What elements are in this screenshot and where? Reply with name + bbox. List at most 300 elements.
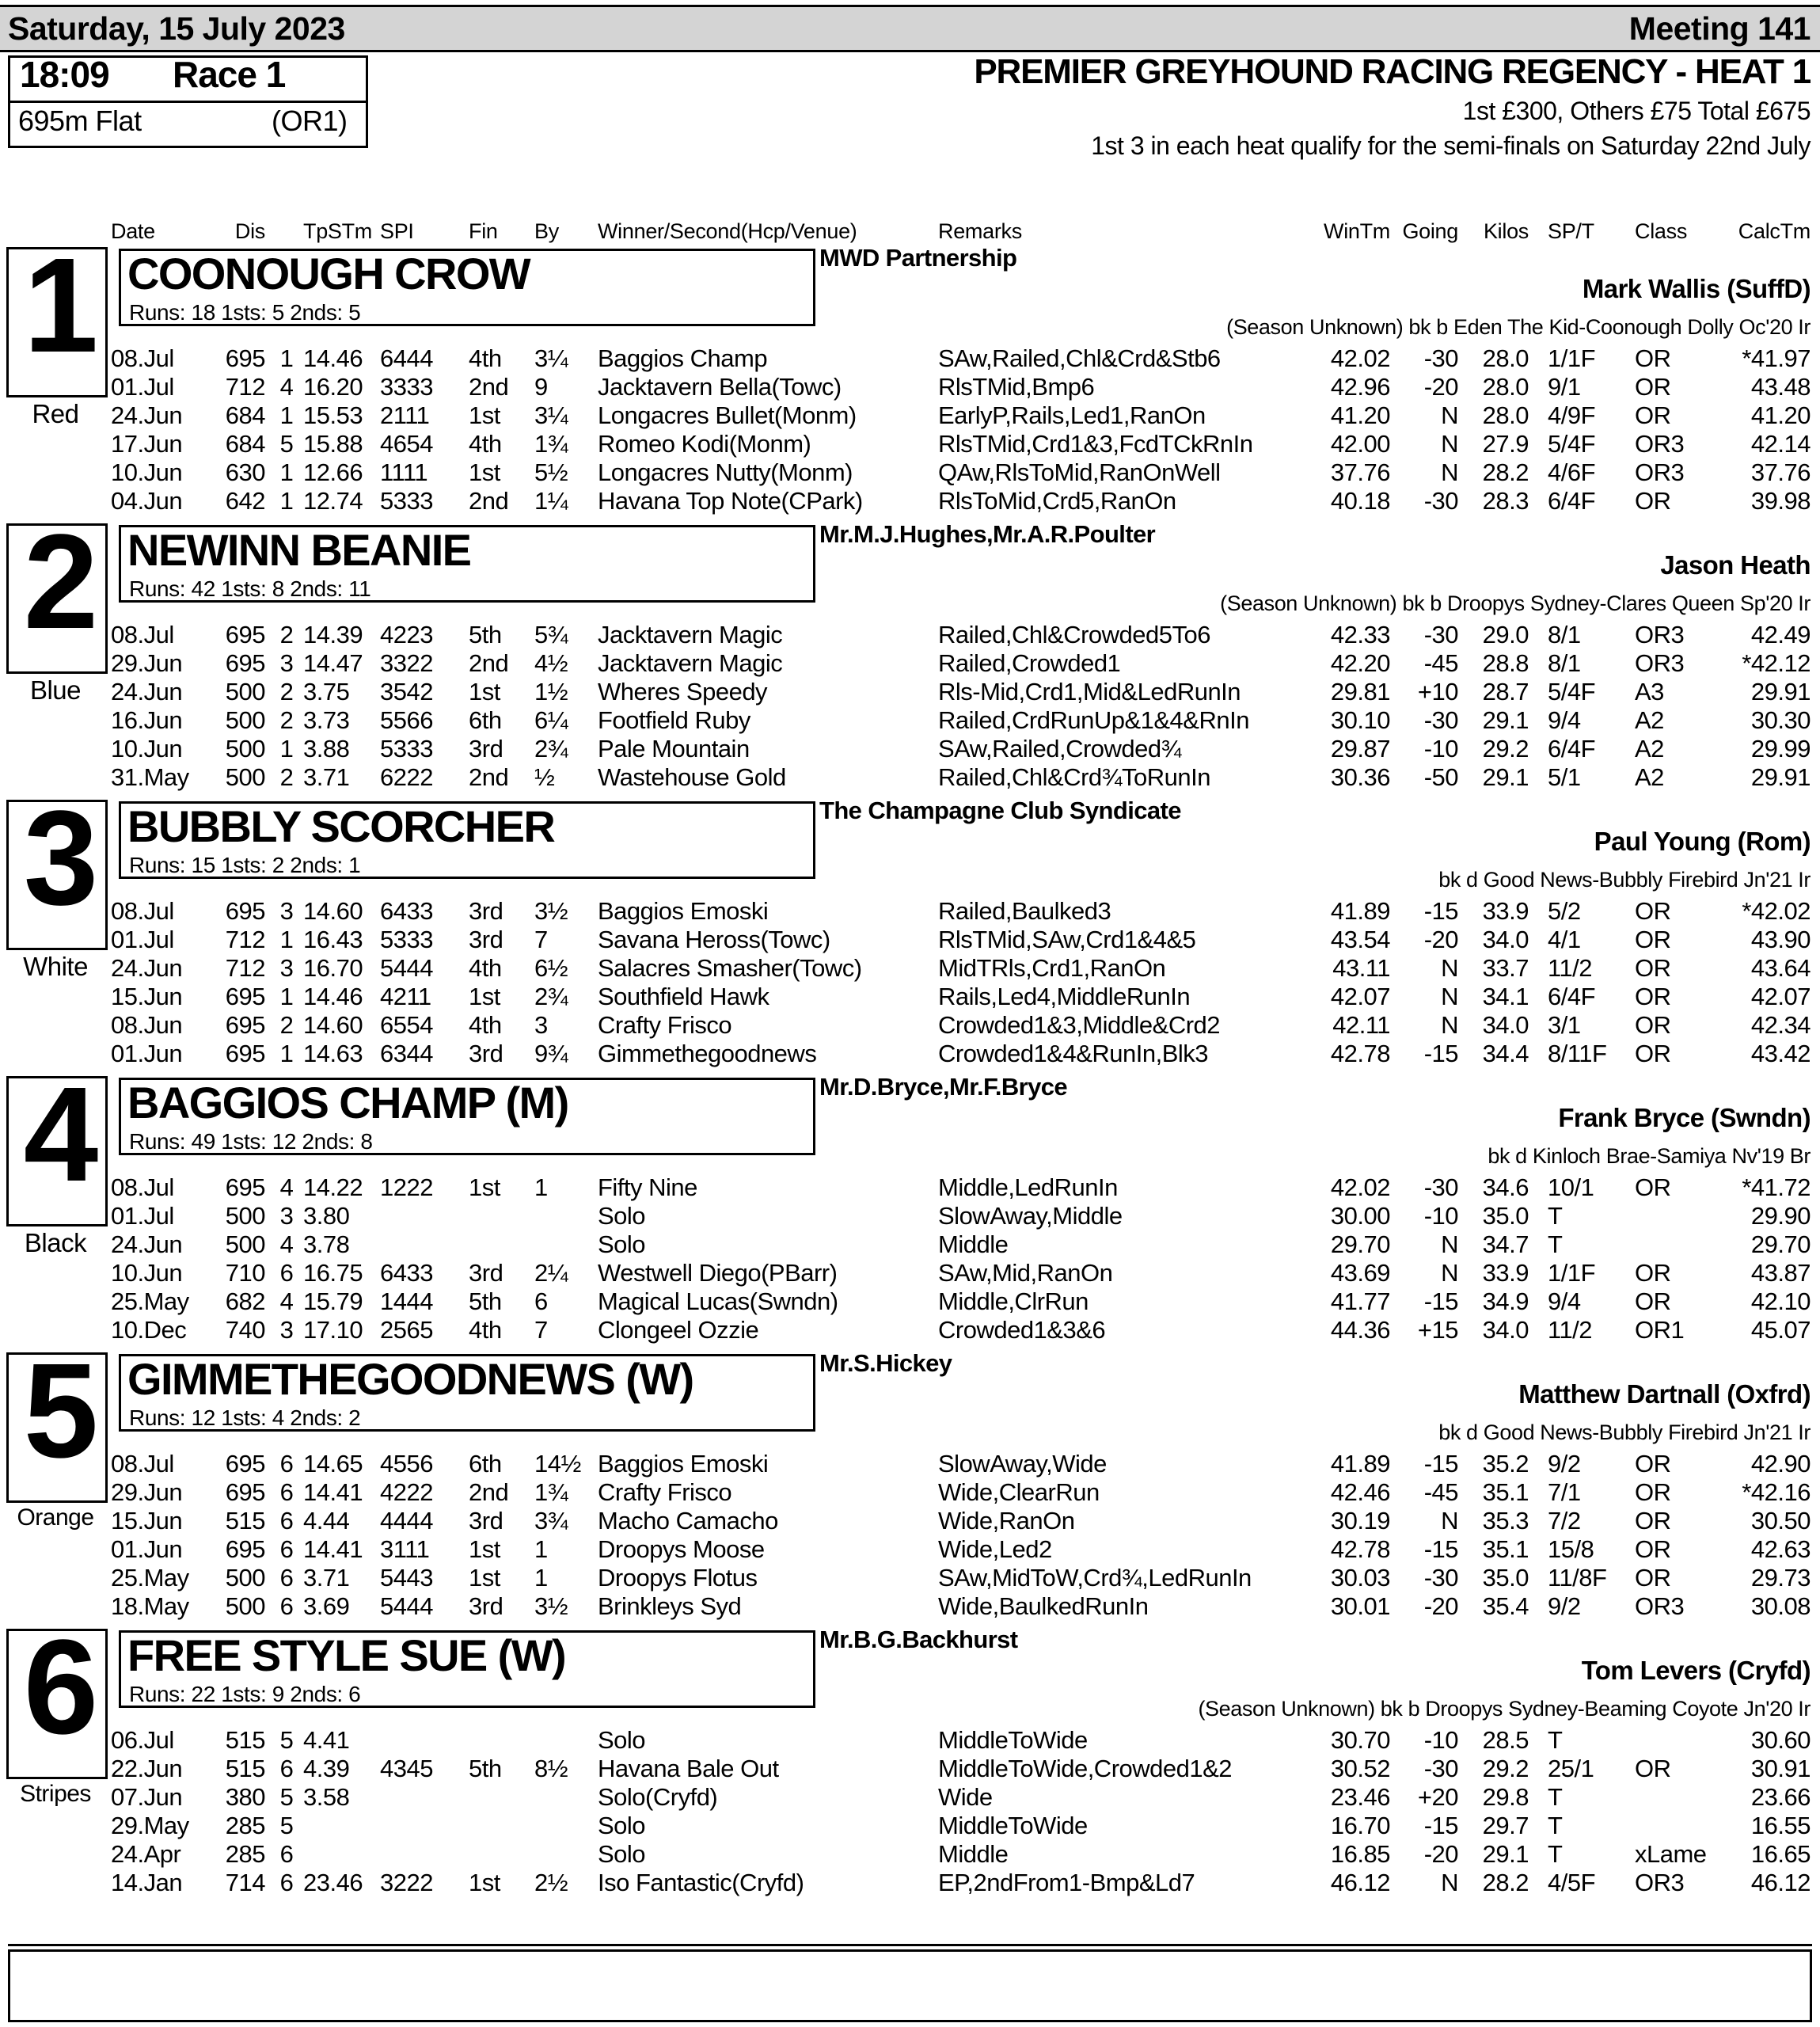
form-cell-tp: 4 <box>279 1230 294 1258</box>
form-cell-fin: 4th <box>469 1011 502 1039</box>
form-cell-spi: 4444 <box>380 1507 433 1535</box>
form-cell-remarks: RlsTMid,Crd1&3,FcdTCkRnIn <box>938 430 1253 458</box>
form-cell-fin: 3rd <box>469 735 503 763</box>
form-cell-wintm: 40.18 <box>1330 487 1390 515</box>
form-cell-tp: 5 <box>279 430 294 458</box>
form-cell-stm: 16.75 <box>303 1259 363 1287</box>
form-cell-winner: Southfield Hawk <box>598 983 769 1010</box>
form-cell-class: A3 <box>1635 678 1664 705</box>
form-cell-remarks: Wide,BaulkedRunIn <box>938 1592 1149 1620</box>
form-cell-dis: 500 <box>225 706 265 734</box>
dog-trainer: Frank Bryce (Swndn) <box>1558 1103 1811 1132</box>
form-cell-winner: Solo <box>598 1202 646 1230</box>
col-header-kilos: Kilos <box>1483 219 1529 243</box>
form-cell-winner: Longacres Bullet(Monm) <box>598 401 857 429</box>
form-cell-sp: 5/4F <box>1548 678 1596 705</box>
form-cell-going: -15 <box>1423 1040 1458 1067</box>
form-cell-date: 10.Jun <box>111 735 183 763</box>
form-line <box>0 735 1820 763</box>
form-line <box>0 1783 1820 1812</box>
form-cell-stm: 17.10 <box>303 1316 363 1344</box>
form-line <box>0 458 1820 487</box>
form-cell-sp: 8/1 <box>1548 621 1581 648</box>
form-cell-calctm: 30.91 <box>1750 1755 1811 1782</box>
form-cell-going: N <box>1441 430 1458 458</box>
form-cell-spi: 5333 <box>380 926 433 953</box>
form-cell-by: 5½ <box>534 458 568 486</box>
form-cell-wintm: 41.20 <box>1330 401 1390 429</box>
form-line <box>0 678 1820 706</box>
form-cell-winner: Footfield Ruby <box>598 706 750 734</box>
form-cell-wintm: 42.78 <box>1330 1535 1390 1563</box>
form-cell-calctm: *41.72 <box>1742 1173 1811 1201</box>
form-cell-calctm: 43.90 <box>1750 926 1811 953</box>
form-cell-spi: 6444 <box>380 344 433 372</box>
form-cell-fin: 2nd <box>469 487 509 515</box>
form-cell-going: N <box>1441 954 1458 982</box>
form-cell-going: N <box>1441 1869 1458 1896</box>
form-cell-sp: 15/8 <box>1548 1535 1594 1563</box>
trap-number: 2 <box>23 507 96 657</box>
race-number: Race 1 <box>173 54 286 95</box>
form-cell-stm: 14.39 <box>303 621 363 648</box>
form-cell-by: 2¾ <box>534 983 568 1010</box>
form-cell-dis: 630 <box>225 458 265 486</box>
form-cell-spi: 6433 <box>380 1259 433 1287</box>
form-cell-tp: 4 <box>279 1287 294 1315</box>
form-cell-spi: 3322 <box>380 649 433 677</box>
form-line <box>0 487 1820 515</box>
form-cell-dis: 695 <box>225 1450 265 1477</box>
form-cell-calctm: 16.55 <box>1750 1812 1811 1839</box>
form-cell-kilos: 28.8 <box>1482 649 1529 677</box>
form-cell-date: 18.May <box>111 1592 189 1620</box>
form-cell-calctm: 42.07 <box>1750 983 1811 1010</box>
form-cell-winner: Baggios Emoski <box>598 1450 769 1477</box>
form-cell-wintm: 41.89 <box>1330 1450 1390 1477</box>
form-cell-kilos: 29.0 <box>1482 621 1529 648</box>
form-cell-fin: 4th <box>469 344 502 372</box>
form-cell-sp: 1/1F <box>1548 344 1596 372</box>
form-cell-sp: 7/2 <box>1548 1507 1581 1535</box>
form-cell-fin: 1st <box>469 401 500 429</box>
form-cell-calctm: *42.12 <box>1742 649 1811 677</box>
form-cell-fin: 1st <box>469 983 500 1010</box>
form-cell-kilos: 29.2 <box>1482 735 1529 763</box>
dog-name-box[interactable] <box>119 525 815 603</box>
form-cell-by: 7 <box>534 1316 548 1344</box>
form-cell-class: OR3 <box>1635 430 1685 458</box>
dog-name-box[interactable] <box>119 801 815 879</box>
form-cell-dis: 695 <box>225 983 265 1010</box>
form-cell-kilos: 29.1 <box>1482 763 1529 791</box>
form-cell-wintm: 30.03 <box>1330 1564 1390 1592</box>
form-cell-calctm: 42.49 <box>1750 621 1811 648</box>
dog-name-box[interactable] <box>119 1630 815 1708</box>
col-header-fin: Fin <box>469 219 498 243</box>
form-line <box>0 1040 1820 1068</box>
form-cell-spi: 5566 <box>380 706 433 734</box>
form-cell-remarks: Wide,ClearRun <box>938 1478 1100 1506</box>
form-cell-wintm: 43.11 <box>1332 954 1390 982</box>
form-cell-remarks: Railed,Crowded1 <box>938 649 1121 677</box>
form-cell-dis: 684 <box>225 430 265 458</box>
form-line <box>0 1564 1820 1592</box>
form-line <box>0 1755 1820 1783</box>
form-cell-wintm: 42.02 <box>1330 344 1390 372</box>
form-line <box>0 1726 1820 1755</box>
form-cell-remarks: SAw,MidToW,Crd¾,LedRunIn <box>938 1564 1252 1592</box>
form-cell-sp: 4/9F <box>1548 401 1596 429</box>
form-cell-spi: 5444 <box>380 954 433 982</box>
form-cell-dis: 712 <box>225 954 265 982</box>
form-cell-going: +20 <box>1417 1783 1458 1811</box>
form-cell-tp: 1 <box>279 344 294 372</box>
race-qualification-note: 1st 3 in each heat qualify for the semi-finals on Saturday 22nd July <box>1091 131 1811 160</box>
form-cell-date: 15.Jun <box>111 983 183 1010</box>
form-cell-winner: Wheres Speedy <box>598 678 768 705</box>
form-cell-date: 01.Jul <box>111 1202 174 1230</box>
form-cell-tp: 1 <box>279 401 294 429</box>
form-cell-sp: T <box>1548 1783 1563 1811</box>
form-line <box>0 1011 1820 1040</box>
form-cell-fin: 3rd <box>469 1259 503 1287</box>
form-cell-stm: 15.88 <box>303 430 363 458</box>
form-cell-class: OR <box>1635 926 1671 953</box>
form-cell-kilos: 28.2 <box>1482 458 1529 486</box>
form-cell-dis: 695 <box>225 1535 265 1563</box>
form-cell-fin: 1st <box>469 678 500 705</box>
form-cell-fin: 2nd <box>469 649 509 677</box>
form-cell-remarks: Crowded1&4&RunIn,Blk3 <box>938 1040 1209 1067</box>
form-cell-date: 01.Jun <box>111 1040 183 1067</box>
form-cell-remarks: MiddleToWide,Crowded1&2 <box>938 1755 1233 1782</box>
form-cell-spi: 5444 <box>380 1592 433 1620</box>
form-cell-going: +15 <box>1417 1316 1458 1344</box>
dog-name: BAGGIOS CHAMP (M) <box>127 1078 568 1128</box>
form-cell-kilos: 35.2 <box>1482 1450 1529 1477</box>
form-cell-sp: 11/8F <box>1548 1564 1607 1592</box>
form-cell-fin: 2nd <box>469 373 509 401</box>
trap-colour-label: Black <box>24 1228 87 1257</box>
form-cell-tp: 2 <box>279 621 294 648</box>
form-cell-wintm: 42.07 <box>1330 983 1390 1010</box>
form-cell-sp: 8/1 <box>1548 649 1581 677</box>
form-cell-wintm: 46.12 <box>1330 1869 1390 1896</box>
col-header-spi: SPI <box>380 219 414 243</box>
dog-name-box[interactable] <box>119 1354 815 1432</box>
form-cell-stm: 14.60 <box>303 1011 363 1039</box>
trap-number: 5 <box>23 1336 96 1486</box>
form-cell-kilos: 35.0 <box>1482 1202 1529 1230</box>
form-cell-sp: 6/4F <box>1548 735 1596 763</box>
form-cell-date: 08.Jul <box>111 897 174 925</box>
form-cell-remarks: SlowAway,Middle <box>938 1202 1123 1230</box>
form-cell-sp: 1/1F <box>1548 1259 1596 1287</box>
col-header-by: By <box>534 219 559 243</box>
form-cell-sp: T <box>1548 1812 1563 1839</box>
col-header-tpstm: TpSTm <box>303 219 373 243</box>
form-cell-stm: 14.47 <box>303 649 363 677</box>
form-cell-calctm: 29.91 <box>1750 678 1811 705</box>
form-cell-by: 2¼ <box>534 1259 568 1287</box>
form-cell-winner: Longacres Nutty(Monm) <box>598 458 853 486</box>
form-cell-stm: 3.71 <box>303 763 350 791</box>
form-cell-stm: 16.70 <box>303 954 363 982</box>
race-header <box>0 52 1820 198</box>
form-cell-by: 6½ <box>534 954 568 982</box>
form-cell-wintm: 16.70 <box>1330 1812 1390 1839</box>
form-cell-dis: 500 <box>225 763 265 791</box>
form-cell-tp: 3 <box>279 897 294 925</box>
form-cell-winner: Solo <box>598 1840 646 1868</box>
form-cell-fin: 5th <box>469 1287 502 1315</box>
form-cell-stm: 16.20 <box>303 373 363 401</box>
form-cell-date: 10.Jun <box>111 458 183 486</box>
form-cell-tp: 5 <box>279 1726 294 1754</box>
trap-colour-label: Blue <box>29 675 82 705</box>
col-header-calctm: CalcTm <box>1738 219 1811 243</box>
form-cell-tp: 6 <box>279 1450 294 1477</box>
form-cell-kilos: 29.8 <box>1482 1783 1529 1811</box>
form-cell-sp: 7/1 <box>1548 1478 1581 1506</box>
dog-name-box[interactable] <box>119 249 815 326</box>
form-cell-fin: 3rd <box>469 897 503 925</box>
form-cell-wintm: 43.69 <box>1330 1259 1390 1287</box>
form-cell-class: OR3 <box>1635 1869 1685 1896</box>
form-cell-winner: Brinkleys Syd <box>598 1592 742 1620</box>
form-cell-stm: 4.39 <box>303 1755 350 1782</box>
form-cell-class: OR <box>1635 1755 1671 1782</box>
form-cell-date: 08.Jul <box>111 1173 174 1201</box>
form-cell-fin: 1st <box>469 1564 500 1592</box>
form-cell-spi: 6433 <box>380 897 433 925</box>
trap-number: 6 <box>23 1612 96 1763</box>
form-line <box>0 1173 1820 1202</box>
form-line <box>0 344 1820 373</box>
form-cell-going: -15 <box>1423 897 1458 925</box>
form-cell-tp: 2 <box>279 678 294 705</box>
form-cell-stm: 14.46 <box>303 344 363 372</box>
form-cell-calctm: 43.87 <box>1750 1259 1811 1287</box>
dog-trainer: Mark Wallis (SuffD) <box>1582 274 1811 303</box>
form-cell-sp: 9/4 <box>1548 1287 1581 1315</box>
form-cell-stm: 16.43 <box>303 926 363 953</box>
form-cell-tp: 1 <box>279 1040 294 1067</box>
form-cell-going: -20 <box>1423 1840 1458 1868</box>
form-cell-fin: 1st <box>469 1535 500 1563</box>
form-cell-going: -15 <box>1423 1812 1458 1839</box>
form-cell-by: 1 <box>534 1564 548 1592</box>
form-cell-by: 3¾ <box>534 1507 568 1535</box>
form-cell-by: 14½ <box>534 1450 581 1477</box>
form-cell-class: xLame <box>1635 1840 1707 1868</box>
form-cell-wintm: 29.70 <box>1330 1230 1390 1258</box>
form-column-headers <box>0 219 1820 243</box>
form-cell-spi: 5333 <box>380 487 433 515</box>
form-cell-stm: 3.78 <box>303 1230 350 1258</box>
form-line <box>0 706 1820 735</box>
form-cell-remarks: MidTRls,Crd1,RanOn <box>938 954 1166 982</box>
form-cell-calctm: 42.34 <box>1750 1011 1811 1039</box>
form-cell-tp: 6 <box>279 1259 294 1287</box>
form-cell-winner: Jacktavern Magic <box>598 621 783 648</box>
form-cell-wintm: 16.85 <box>1330 1840 1390 1868</box>
form-cell-winner: Magical Lucas(Swndn) <box>598 1287 838 1315</box>
dog-run-stats: Runs: 15 1sts: 2 2nds: 1 <box>129 853 361 877</box>
form-cell-spi: 2565 <box>380 1316 433 1344</box>
form-cell-remarks: Rls-Mid,Crd1,Mid&LedRunIn <box>938 678 1241 705</box>
form-line <box>0 897 1820 926</box>
form-cell-kilos: 33.7 <box>1482 954 1529 982</box>
dog-run-stats: Runs: 42 1sts: 8 2nds: 11 <box>129 576 371 601</box>
form-cell-spi: 4223 <box>380 621 433 648</box>
form-cell-class: OR <box>1635 1259 1671 1287</box>
form-cell-tp: 6 <box>279 1507 294 1535</box>
form-cell-remarks: Middle,LedRunIn <box>938 1173 1118 1201</box>
form-cell-winner: Havana Bale Out <box>598 1755 779 1782</box>
form-cell-stm: 3.69 <box>303 1592 350 1620</box>
form-cell-date: 04.Jun <box>111 487 183 515</box>
form-cell-tp: 2 <box>279 706 294 734</box>
trap-colour-label: Orange <box>17 1504 94 1531</box>
race-distance-box <box>8 103 368 148</box>
form-cell-stm: 14.46 <box>303 983 363 1010</box>
col-header-dis: Dis <box>234 219 265 243</box>
form-cell-wintm: 30.01 <box>1330 1592 1390 1620</box>
form-cell-calctm: 43.64 <box>1750 954 1811 982</box>
form-cell-date: 10.Dec <box>111 1316 187 1344</box>
form-cell-spi: 4211 <box>380 983 431 1010</box>
form-cell-class: OR <box>1635 1450 1671 1477</box>
dog-owner: MWD Partnership <box>819 244 1017 272</box>
form-cell-date: 15.Jun <box>111 1507 183 1535</box>
form-cell-going: N <box>1441 458 1458 486</box>
form-cell-wintm: 41.77 <box>1330 1287 1390 1315</box>
dog-owner: Mr.M.J.Hughes,Mr.A.R.Poulter <box>819 520 1156 548</box>
form-cell-kilos: 35.0 <box>1482 1564 1529 1592</box>
form-cell-by: 1¾ <box>534 430 568 458</box>
form-cell-remarks: Middle <box>938 1230 1009 1258</box>
form-cell-dis: 285 <box>225 1840 265 1868</box>
form-cell-going: -10 <box>1423 1726 1458 1754</box>
form-cell-winner: Fifty Nine <box>598 1173 697 1201</box>
form-line <box>0 1869 1820 1897</box>
form-cell-remarks: MiddleToWide <box>938 1812 1088 1839</box>
form-cell-calctm: *42.16 <box>1742 1478 1811 1506</box>
form-cell-dis: 285 <box>225 1812 265 1839</box>
form-cell-tp: 5 <box>279 1812 294 1839</box>
form-cell-remarks: Middle <box>938 1840 1009 1868</box>
form-cell-going: -50 <box>1423 763 1458 791</box>
col-header-class: Class <box>1635 219 1688 243</box>
trap-colour-label: White <box>23 952 88 981</box>
race-time-box <box>8 55 368 103</box>
form-cell-kilos: 28.0 <box>1482 344 1529 372</box>
form-cell-tp: 1 <box>279 735 294 763</box>
form-cell-dis: 740 <box>225 1316 265 1344</box>
form-cell-by: 3½ <box>534 1592 568 1620</box>
form-cell-kilos: 28.0 <box>1482 401 1529 429</box>
form-cell-tp: 6 <box>279 1564 294 1592</box>
form-line <box>0 1450 1820 1478</box>
dog-run-stats: Runs: 12 1sts: 4 2nds: 2 <box>129 1405 361 1430</box>
form-cell-going: -30 <box>1423 1755 1458 1782</box>
form-cell-going: -10 <box>1423 1202 1458 1230</box>
form-cell-by: 8½ <box>534 1755 568 1782</box>
form-cell-going: -20 <box>1423 1592 1458 1620</box>
form-cell-winner: Iso Fantastic(Cryfd) <box>598 1869 804 1896</box>
form-cell-date: 31.May <box>111 763 189 791</box>
form-cell-spi: 6344 <box>380 1040 433 1067</box>
form-cell-date: 16.Jun <box>111 706 183 734</box>
form-cell-dis: 695 <box>225 897 265 925</box>
form-cell-date: 24.Jun <box>111 401 183 429</box>
form-cell-kilos: 34.9 <box>1482 1287 1529 1315</box>
dog-name-box[interactable] <box>119 1078 815 1155</box>
form-cell-class: OR <box>1635 954 1671 982</box>
form-line <box>0 1592 1820 1621</box>
form-cell-calctm: 30.08 <box>1750 1592 1811 1620</box>
form-cell-kilos: 28.7 <box>1482 678 1529 705</box>
form-line <box>0 983 1820 1011</box>
form-cell-spi: 3111 <box>380 1535 430 1563</box>
form-cell-sp: 9/4 <box>1548 706 1581 734</box>
form-cell-remarks: Railed,CrdRunUp&1&4&RnIn <box>938 706 1249 734</box>
form-cell-by: 5¾ <box>534 621 568 648</box>
form-cell-calctm: 42.10 <box>1750 1287 1811 1315</box>
form-cell-going: N <box>1441 1230 1458 1258</box>
form-cell-stm: 14.41 <box>303 1478 363 1506</box>
form-cell-wintm: 29.81 <box>1330 678 1390 705</box>
form-cell-class: OR <box>1635 1173 1671 1201</box>
form-cell-remarks: Wide,Led2 <box>938 1535 1052 1563</box>
form-cell-tp: 5 <box>279 1783 294 1811</box>
form-cell-winner: Jacktavern Magic <box>598 649 783 677</box>
form-cell-tp: 6 <box>279 1535 294 1563</box>
form-cell-wintm: 42.20 <box>1330 649 1390 677</box>
form-cell-class: OR3 <box>1635 1592 1685 1620</box>
form-cell-class: OR <box>1635 487 1671 515</box>
footer-divider <box>8 1944 1812 1946</box>
form-cell-tp: 2 <box>279 763 294 791</box>
form-cell-kilos: 34.0 <box>1482 926 1529 953</box>
form-cell-going: -45 <box>1423 649 1458 677</box>
form-cell-spi: 6554 <box>380 1011 433 1039</box>
form-cell-wintm: 42.78 <box>1330 1040 1390 1067</box>
form-cell-class: OR3 <box>1635 458 1685 486</box>
dog-owner: Mr.S.Hickey <box>819 1349 952 1377</box>
dog-run-stats: Runs: 18 1sts: 5 2nds: 5 <box>129 300 361 325</box>
dog-owner: The Champagne Club Syndicate <box>819 797 1181 824</box>
form-cell-calctm: 23.66 <box>1750 1783 1811 1811</box>
form-cell-sp: T <box>1548 1202 1563 1230</box>
form-cell-remarks: Railed,Chl&Crd¾ToRunIn <box>938 763 1210 791</box>
form-cell-class: OR <box>1635 1040 1671 1067</box>
form-cell-fin: 4th <box>469 1316 502 1344</box>
form-cell-fin: 3rd <box>469 1592 503 1620</box>
form-cell-date: 01.Jul <box>111 926 174 953</box>
form-cell-dis: 500 <box>225 1230 265 1258</box>
form-cell-class: OR <box>1635 1287 1671 1315</box>
form-cell-kilos: 29.7 <box>1482 1812 1529 1839</box>
form-cell-dis: 695 <box>225 649 265 677</box>
form-line <box>0 1535 1820 1564</box>
trap-number: 4 <box>23 1059 96 1210</box>
dog-trainer: Matthew Dartnall (Oxfrd) <box>1518 1379 1811 1409</box>
form-line <box>0 1287 1820 1316</box>
form-cell-spi: 3542 <box>380 678 433 705</box>
